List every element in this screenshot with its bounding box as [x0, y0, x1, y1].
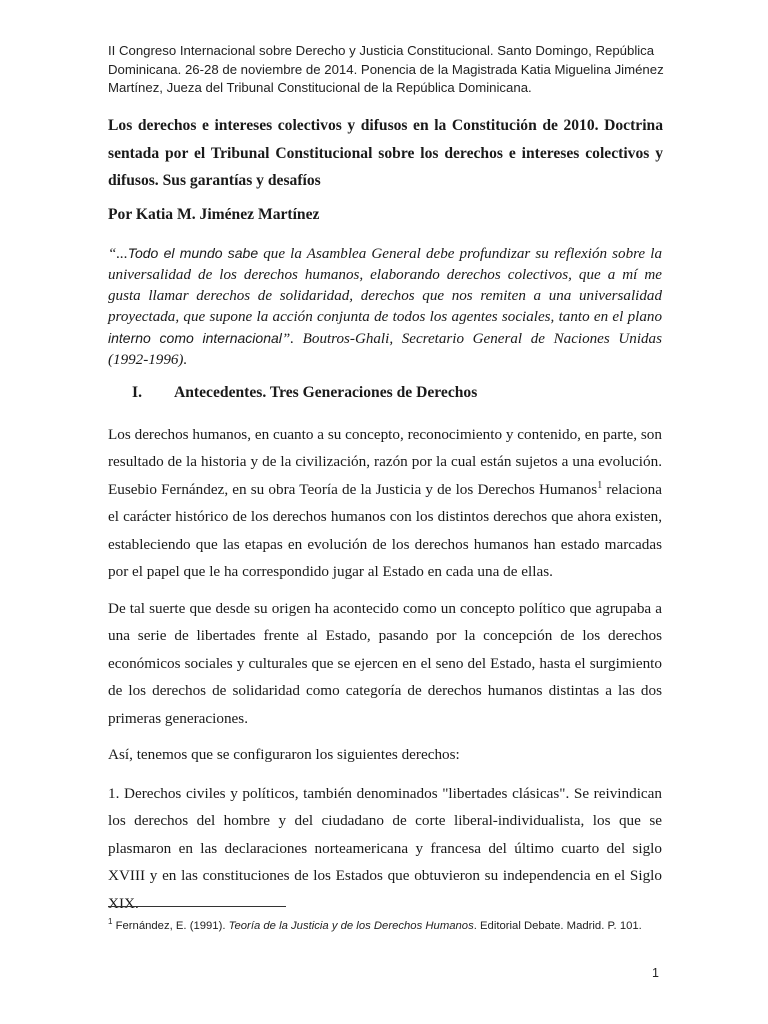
document-title	[108, 112, 663, 195]
document-title-text: Los derechos e intereses colectivos y difusos en la Constitución de 2010. Doctrina sentada por el Tribunal Constitucional sobre los derechos e intereses colectivos y difusos. Sus garantías y desafíos	[108, 117, 663, 189]
epigraph-lead-sans: Todo el mundo sabe	[127, 245, 259, 261]
paragraph-4-text: 1. Derechos civiles y políticos, también denominados "libertades clásicas". Se reivindican los derechos del hombre y del ciudadano de corte liberal-individualista, los que se plasmaron en las declaraciones norteamericana y francesa del último cuarto del siglo XVIII y en las constituciones de los Estados que obtuvieron su independencia en el Siglo XIX.	[108, 785, 662, 912]
paragraph-3	[108, 741, 662, 768]
paragraph-2	[108, 595, 662, 732]
footnote-book-title: Teoría de la Justicia y de los Derechos Humanos	[228, 919, 474, 932]
footnote-separator	[108, 906, 286, 907]
author-line	[108, 204, 319, 226]
epigraph-text-2: ”. Boutros-Ghali, Secretario General de Naciones Unidas (1992-1996).	[108, 331, 662, 368]
paragraph-1	[108, 421, 662, 585]
conference-header	[108, 42, 668, 98]
epigraph-quote	[108, 243, 662, 371]
epigraph-mid-sans: interno como internacional	[108, 330, 282, 346]
epigraph-lead: “...	[108, 246, 128, 262]
footnote-marker: 1	[108, 917, 113, 926]
section-number: I.	[132, 384, 142, 401]
footnote-text-before: Fernández, E. (1991).	[112, 919, 229, 932]
footnote-reference-marker[interactable]: 1	[597, 479, 603, 491]
paragraph-2-text: De tal suerte que desde su origen ha acontecido como un concepto político que agrupaba a una serie de libertades frente al Estado, pasando por la concepción de los derechos económicos sociales y culturales que se ejercen en el seno del Estado, hasta el surgimiento de los derechos de solidaridad como categoría de derechos humanos distintas a las dos primeras generaciones.	[108, 600, 662, 727]
footnote	[108, 914, 668, 934]
paragraph-4	[108, 780, 662, 912]
epigraph-text-1: que la Asamblea General debe profundizar su reflexión sobre la universalidad de los derechos humanos, elaborando derechos colectivos, que a mí me gusta llamar derechos de solidaridad, derechos que nos remiten a una universalidad proyectada, que supone la acción conjunta de todos los agentes sociales, tanto en el plano	[108, 246, 662, 325]
paragraph-1-text-b: relaciona el carácter histórico de los derechos humanos con los distintos derechos que ahora existen, estableciendo que las etapas en evolución de los derechos humanos han estado marcadas por el papel que le ha correspondido jugar al Estado en cada una de ellas.	[108, 480, 662, 581]
section-title: Antecedentes. Tres Generaciones de Derechos	[174, 384, 478, 401]
author-text: Por Katia M. Jiménez Martínez	[108, 206, 320, 223]
paragraph-3-text: Así, tenemos que se configuraron los siguientes derechos:	[108, 746, 460, 763]
section-heading	[132, 382, 477, 404]
conference-header-text: II Congreso Internacional sobre Derecho y Justicia Constitucional. Santo Domingo, República Dominicana. 26-28 de noviembre de 2014. Ponencia de la Magistrada Katia Miguelina Jiménez Martínez, Jueza del Tribunal Constitucional de la República Dominicana.	[108, 43, 664, 95]
page-number: 1	[652, 966, 659, 980]
footnote-text-after: . Editorial Debate. Madrid. P. 101.	[473, 919, 642, 932]
paragraph-1-text-a: Los derechos humanos, en cuanto a su concepto, reconocimiento y contenido, en parte, son resultado de la historia y de la civilización, razón por la cual están sujetos a una evolución. Eusebio Fernández, en su obra Teoría de la Justicia y de los Derechos Humanos	[108, 426, 662, 498]
